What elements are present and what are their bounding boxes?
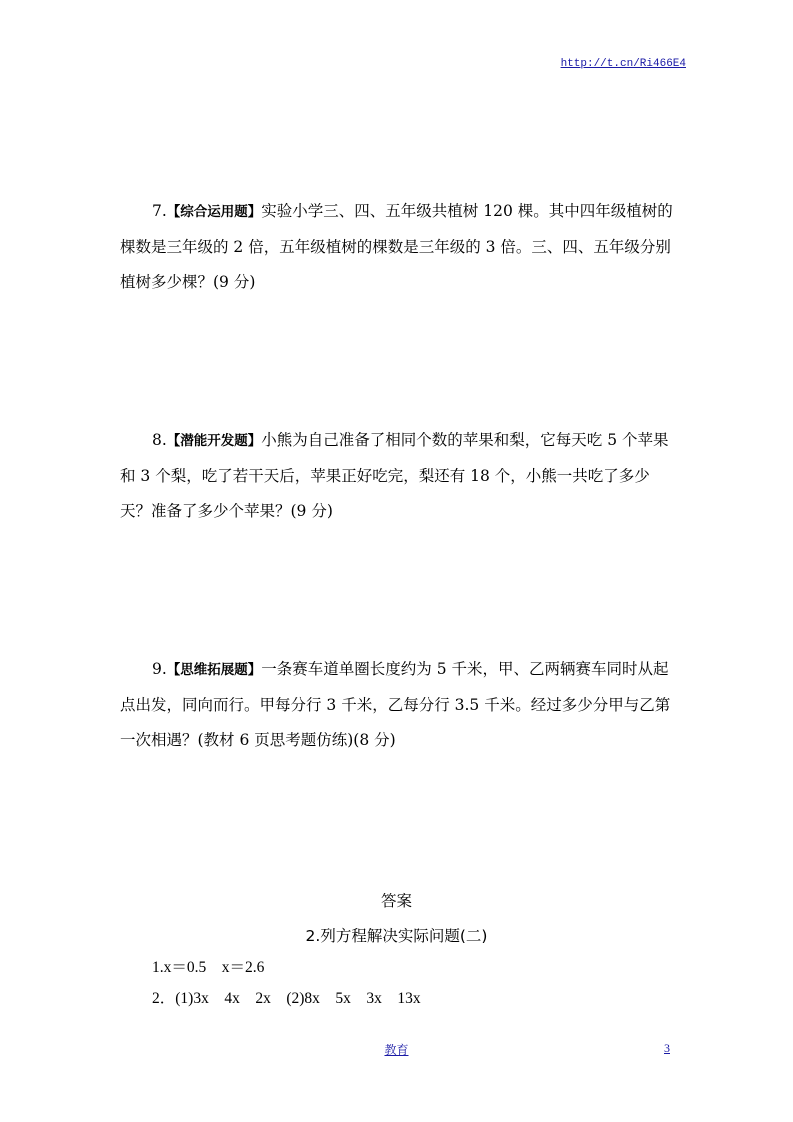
- question-number: 8.: [152, 431, 167, 449]
- footer-link[interactable]: 教育: [384, 1043, 409, 1057]
- question-tag: 【潜能开发题】: [166, 433, 262, 449]
- question-text: 一条赛车道单圈长度约为 5 千米，甲、乙两辆赛车同时从起点出发，同向而行。甲每分行 3 千米，乙每分行 3.5 千米。经过多少分甲与乙第一次相遇？(教材 6 页思考题仿练)(8 分): [120, 660, 671, 749]
- question-8: [120, 423, 675, 529]
- question-7: [120, 194, 675, 300]
- question-number: 7.: [152, 202, 167, 220]
- answer-subtitle: 2.列方程解决实际问题(二): [305, 927, 488, 945]
- question-number: 9.: [152, 660, 167, 678]
- question-9: [120, 652, 675, 758]
- question-tag: 【思维拓展题】: [166, 662, 262, 678]
- header-link[interactable]: http://t.cn/Ri466E4: [560, 58, 686, 70]
- answer-title: 答案: [380, 892, 412, 910]
- question-text: 小熊为自己准备了相同个数的苹果和梨，它每天吃 5 个苹果和 3 个梨，吃了若干天后，苹果正好吃完，梨还有 18 个，小熊一共吃了多少天？准备了多少个苹果？(9 分): [120, 431, 669, 520]
- answer-line-1: 1.x＝0.5 x＝2.6: [152, 959, 265, 976]
- answer-line-2: 2．(1)3x 4x 2x (2)8x 5x 3x 13x: [152, 990, 421, 1007]
- question-text: 实验小学三、四、五年级共植树 120 棵。其中四年级植树的棵数是三年级的 2 倍，五年级植树的棵数是三年级的 3 倍。三、四、五年级分别植树多少棵？(9 分): [120, 202, 673, 291]
- question-tag: 【综合运用题】: [166, 204, 262, 220]
- page-number: 3: [664, 1041, 670, 1055]
